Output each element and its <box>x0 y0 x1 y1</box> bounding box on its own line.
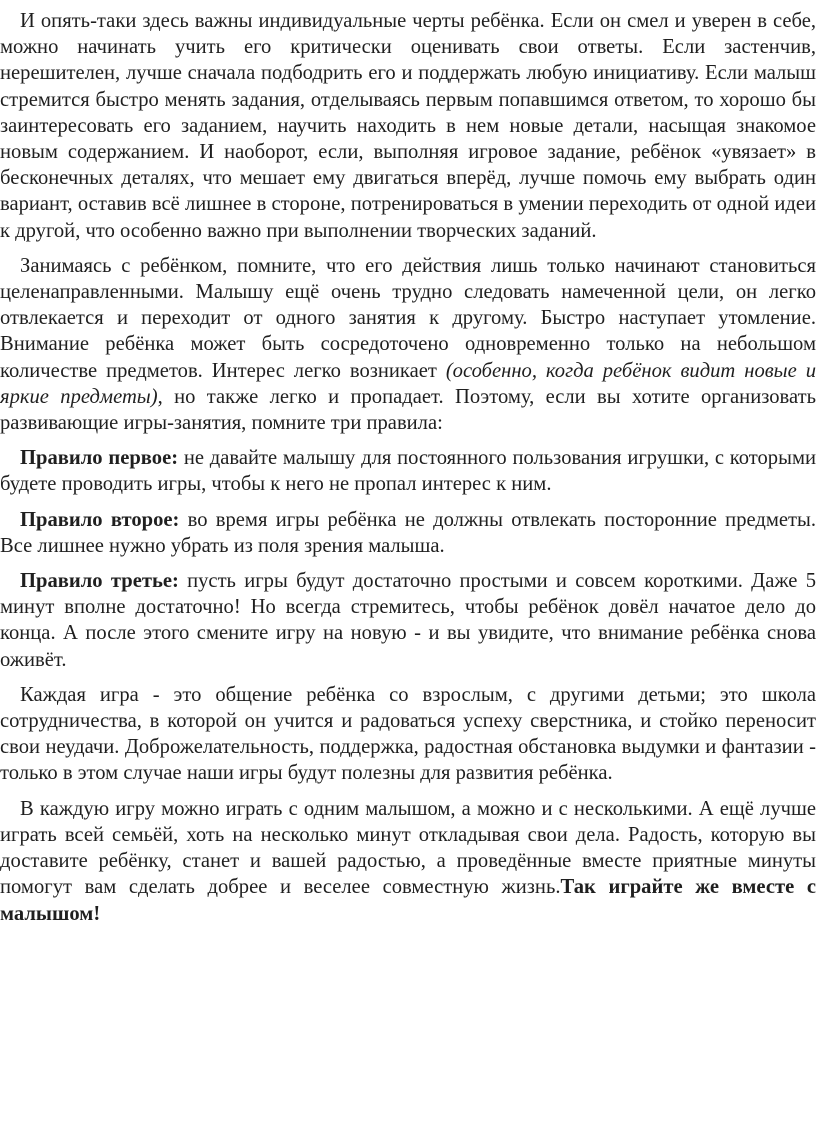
rule-third-label: Правило третье: <box>20 570 179 593</box>
rule-third-text: пусть игры будут достаточно простыми и совсем короткими. Даже 5 минут вполне достаточно! Но всегда стремитесь, чтобы ребёнок довёл начатое дело до конца. А после этого смените игру на новую - и вы увидите, что внимание ребёнка снова оживёт. <box>0 570 816 671</box>
paragraph-attention <box>0 253 816 436</box>
rule-second <box>0 507 816 559</box>
paragraph-play-together <box>0 796 816 927</box>
paragraph-attention-text-end: , но также легко и пропадает. Поэтому, если вы хотите организовать развивающие игры-занятия, помните три правила: <box>0 385 816 435</box>
rule-third <box>0 568 816 673</box>
paragraph-play-together-text: В каждую игру можно играть с одним малышом, а можно и с несколькими. А ещё лучше играть всей семьёй, хоть на несколько минут откладывая свои дела. Радость, которую вы доставите ребёнку, станет и вашей радостью, а проведённые вместе приятные минуты помогут вам сделать добрее и веселее совместную жизнь. <box>0 797 816 899</box>
paragraph-individual-traits: И опять-таки здесь важны индивидуальные черты ребёнка. Если он смел и уверен в себе, можно начинать учить его критически оценивать свои ответы. Если застенчив, нерешителен, лучше сначала подбодрить его и поддержать любую инициативу. Если малыш стремится быстро менять задания, отделываясь первым попавшимся ответом, то хорошо бы заинтересовать его заданием, научить находить в нем новые детали, насыщая знакомое новым содержанием. И наоборот, если, выполняя игровое задание, ребёнок «увязает» в бесконечных деталях, что мешает ему двигаться вперёд, лучше помочь ему выбрать один вариант, оставив всё лишнее в стороне, потренироваться в умении переходить от одной идеи к другой, что особенно важно при выполнении творческих заданий. <box>0 10 816 242</box>
rule-second-label: Правило второе: <box>20 508 180 531</box>
rule-second-text: во время игры ребёнка не должны отвлекать посторонние предметы. Все лишнее нужно убрать из поля зрения малыша. <box>0 508 816 557</box>
closing-call-to-action: Так играйте же вместе с малышом! <box>0 876 816 925</box>
rule-first-label: Правило первое: <box>20 447 179 470</box>
rule-first <box>0 445 816 497</box>
paragraph-attention-text-start: Занимаясь с ребёнком, помните, что его действия лишь только начинают становиться целенаправленными. Малышу ещё очень трудно следовать намеченной цели, он легко отвлекается и переходит от одного занятия к другому. Быстро наступает утомление. Внимание ребёнка может быть сосредоточено одновременно только на небольшом количестве предметов. Интерес легко возникает <box>0 254 816 382</box>
paragraph-game-communication: Каждая игра - это общение ребёнка со взрослым, с другими детьми; это школа сотрудничества, в которой он учится и радоваться успеху сверстника, и стойко переносит свои неудачи. Доброжелательность, поддержка, радостная обстановка выдумки и фантазии - только в этом случае наши игры будут полезны для развития ребёнка. <box>0 683 816 785</box>
rule-first-text: не давайте малышу для постоянного пользования игрушки, с которыми будете проводить игры, чтобы к него не пропал интерес к ним. <box>0 447 816 496</box>
paragraph-attention-italic-note: (особенно, когда ребёнок видит новые и яркие предметы) <box>0 359 816 408</box>
